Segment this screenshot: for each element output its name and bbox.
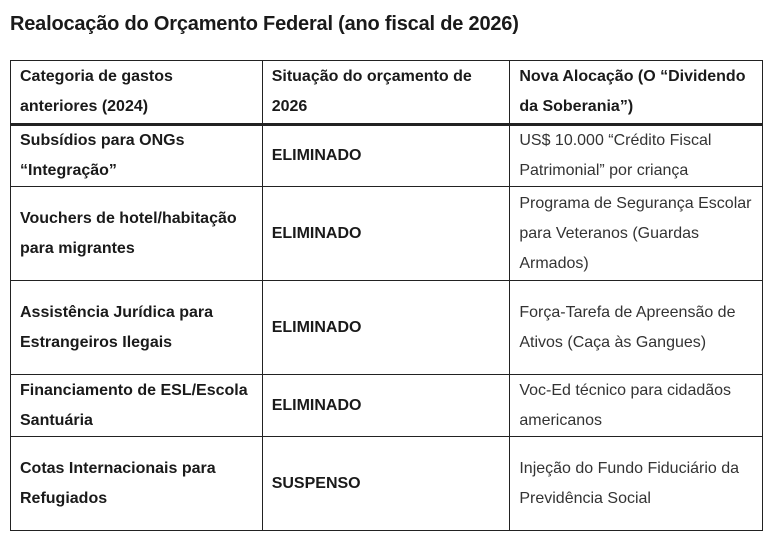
budget-table (10, 60, 763, 531)
status-cell: ELIMINADO (262, 375, 510, 437)
table-row (11, 281, 763, 375)
status-cell: ELIMINADO (262, 125, 510, 187)
column-header-allocation: Nova Alocação (O “Dividendo da Soberania”) (510, 61, 763, 125)
status-cell: SUSPENSO (262, 437, 510, 531)
allocation-cell: Injeção do Fundo Fiduciário da Previdência Social (510, 437, 763, 531)
column-header-status: Situação do orçamento de 2026 (262, 61, 510, 125)
table-header-row (11, 61, 763, 125)
page-title: Realocação do Orçamento Federal (ano fiscal de 2026) (10, 13, 519, 35)
table-row (11, 187, 763, 281)
category-cell: Assistência Jurídica para Estrangeiros Ilegais (11, 281, 263, 375)
table-row (11, 437, 763, 531)
table-row (11, 125, 763, 187)
category-cell: Financiamento de ESL/Escola Santuária (11, 375, 263, 437)
category-cell: Vouchers de hotel/habitação para migrantes (11, 187, 263, 281)
category-cell: Cotas Internacionais para Refugiados (11, 437, 263, 531)
status-cell: ELIMINADO (262, 281, 510, 375)
allocation-cell: US$ 10.000 “Crédito Fiscal Patrimonial” por criança (510, 125, 763, 187)
column-header-category: Categoria de gastos anteriores (2024) (11, 61, 263, 125)
status-cell: ELIMINADO (262, 187, 510, 281)
allocation-cell: Força-Tarefa de Apreensão de Ativos (Caça às Gangues) (510, 281, 763, 375)
allocation-cell: Programa de Segurança Escolar para Veteranos (Guardas Armados) (510, 187, 763, 281)
category-cell: Subsídios para ONGs “Integração” (11, 125, 263, 187)
allocation-cell: Voc-Ed técnico para cidadãos americanos (510, 375, 763, 437)
table-row (11, 375, 763, 437)
